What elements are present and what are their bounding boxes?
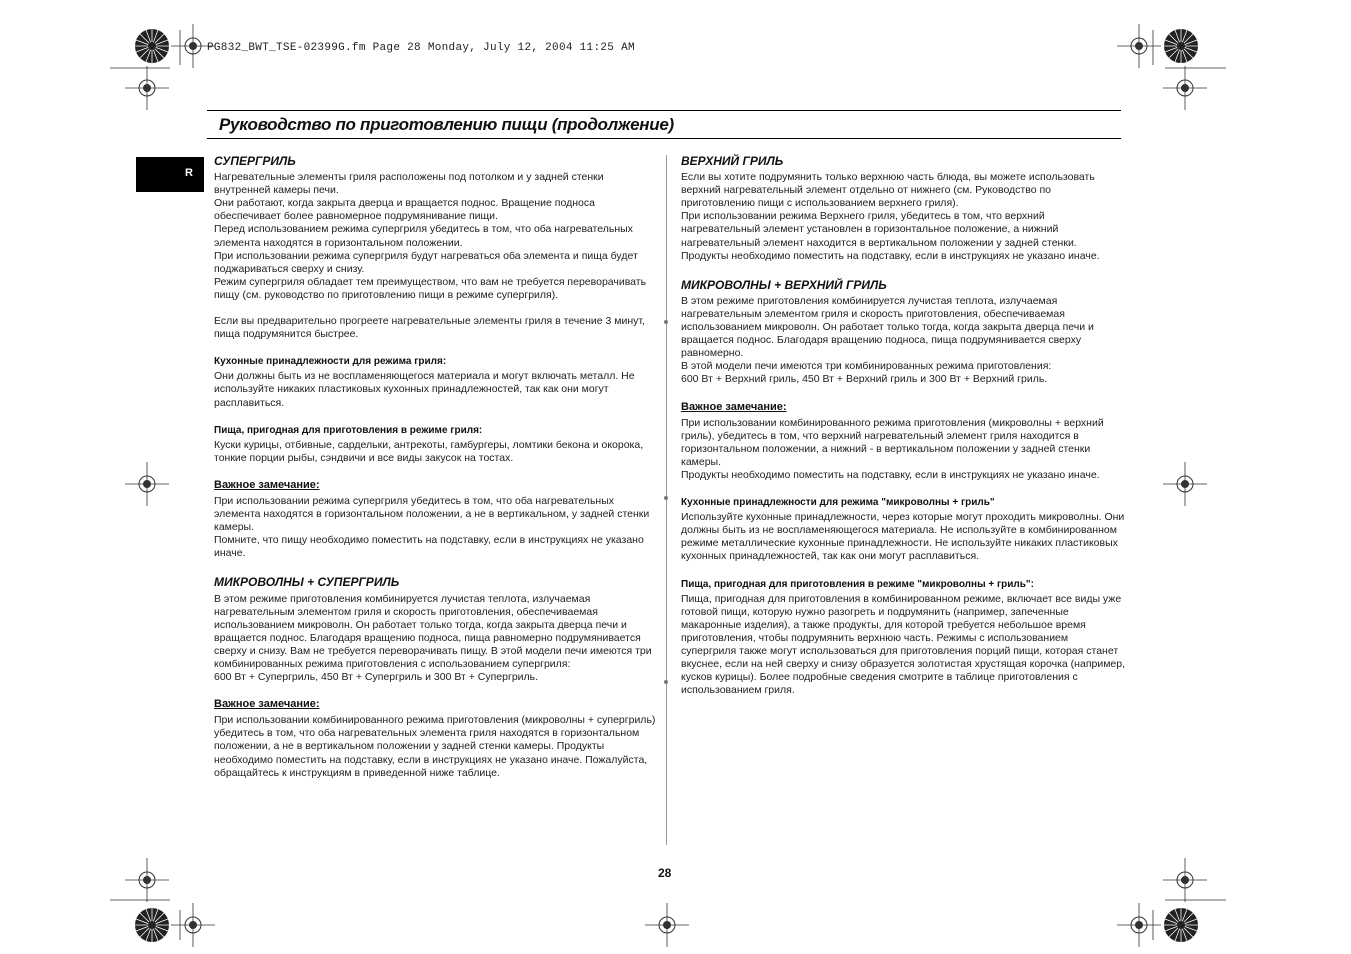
grill-food-heading: Пища, пригодная для приготовления в режиме гриля: xyxy=(214,424,483,436)
micro-top-grill-modes: В этой модели печи имеются три комбинированных режима приготовления: xyxy=(681,360,1052,373)
micro-top-grill-heading: МИКРОВОЛНЫ + ВЕРХНИЙ ГРИЛЬ xyxy=(681,277,887,292)
margin-bullet xyxy=(664,680,668,684)
micro-supergrill-text: В этом режиме приготовления комбинируется лучистая теплота, излучаемая нагревательным элементом гриля и скорость приготовления, обеспечиваемая использованием микроволн. Он работает только тогда, когда закрыта дверца печи и вращается поднос. Благодаря вращению подноса, пища равномерно подрумянивается сверху и снизу. Вам не требуется переворачивать пищу. В этой модели печи имеются три комбинированных режима приготовления с использованием супергриля: xyxy=(214,592,652,670)
supergrill-note-heading: Важное замечание: xyxy=(214,478,320,491)
combo-food-heading: Пища, пригодная для приготовления в режиме "микроволны + гриль": xyxy=(681,578,1034,590)
micro-top-grill-text: В этом режиме приготовления комбинируется лучистая теплота, излучаемая нагревательным элементом гриля и скорость приготовления, обеспечиваемая использованием микроволн. Он работает только тогда, когда закрыта дверца печи и вращается поднос. Благодаря вращению подноса, пища подрумянивается сверху равномерно. xyxy=(681,294,1094,360)
title-rule-top xyxy=(207,110,1121,111)
combo-food-text: Пища, пригодная для приготовления в комбинированном режиме, включает все виды уже готовой пищи, которую нужно разогреть и подрумянить (например, запеченные макаронные изделия), а также продукты, для которой требуется небольшое время приготовления, чтобы подрумянить верхнюю часть. Режимы с использованием супергриля также могут использоваться для приготовления порций пищи, которая станет вкуснее, если на ней сверху и снизу образуется золотистая хрустящая корочка (например, кусков курицы). Более подробные сведения смотрите в таблице приготовления с использованием гриля. xyxy=(681,592,1126,697)
micro-supergrill-note-text: При использовании комбинированного режима приготовления (микроволны + супергриль) убедитесь в том, что оба нагревательных элемента гриля находятся в горизонтальном положении, а не в вертикальном положении у задней стенки камеры. Продукты необходимо поместить на подставку, если в инструкциях не указано иначе. Пожалуйста, обращайтесь к инструкциям в приведенной ниже таблице. xyxy=(214,714,656,779)
micro-top-grill-powers: 600 Вт + Верхний гриль, 450 Вт + Верхний гриль и 300 Вт + Верхний гриль. xyxy=(681,373,1048,386)
margin-bullet xyxy=(664,320,668,324)
micro-top-grill-note-heading: Важное замечание: xyxy=(681,400,787,413)
supergrill-paragraph: Они работают, когда закрыта дверца и вращается поднос. Вращение подноса обеспечивает более равномерное подрумянивание пищи. xyxy=(214,197,595,223)
right-column xyxy=(681,155,1126,697)
micro-supergrill-note-heading: Важное замечание: xyxy=(214,698,320,711)
starburst-mark-top-left xyxy=(135,29,169,63)
supergrill-paragraph: Режим супергриля обладает тем преимуществом, что вам не требуется переворачивать пищу (см. руководство по приготовлению пищи в режиме супергриля). xyxy=(214,275,647,301)
supergrill-paragraph: Нагревательные элементы гриля расположены под потолком и у задней стенки внутренней камеры печи. xyxy=(214,171,604,197)
language-tab xyxy=(136,157,204,192)
top-grill-heading: ВЕРХНИЙ ГРИЛЬ xyxy=(681,154,784,168)
page-title: Руководство по приготовлению пищи (продолжение) xyxy=(219,115,674,134)
starburst-mark-top-right xyxy=(1164,29,1198,63)
supergrill-heading: СУПЕРГРИЛЬ xyxy=(214,154,296,168)
micro-top-grill-note-text: При использовании комбинированного режима приготовления (микроволны + верхний гриль), убедитесь в том, что верхний нагревательный элемент гриля находится в горизонтальном положении, а нижний - в вертикальном положении у задней стенки камеры. xyxy=(681,416,1104,468)
title-rule-bottom xyxy=(207,138,1121,139)
supergrill-paragraph: Перед использованием режима супергриля убедитесь в том, что оба нагревательных элемента находятся в горизонтальном положении. xyxy=(214,223,633,249)
micro-top-grill-note-text: Продукты необходимо поместить на подставку, если в инструкциях не указано иначе. xyxy=(681,468,1100,481)
left-column xyxy=(214,155,658,780)
micro-supergrill-powers: 600 Вт + Супергриль, 450 Вт + Супергриль и 300 Вт + Супергриль. xyxy=(214,671,539,684)
page-number: 28 xyxy=(658,866,672,880)
preheat-text: Если вы предварительно прогреете нагревательные элементы гриля в течение 3 минут, пища подрумянится быстрее. xyxy=(214,315,645,341)
margin-bullet xyxy=(664,496,668,500)
file-header: PG832_BWT_TSE-02399G.fm Page 28 Monday, July 12, 2004 11:25 AM xyxy=(207,42,635,54)
combo-utensils-heading: Кухонные принадлежности для режима "микроволны + гриль" xyxy=(681,497,995,509)
combo-utensils-text: Используйте кухонные принадлежности, через которые могут проходить микроволны. Они должны быть из не воспламеняющегося материала. Не используйте в комбинированном режиме металлические кухонные принадлежности. Не используйте никаких пластиковых кухонных принадлежностей, так как они могут расплавиться. xyxy=(681,511,1125,563)
language-tab-label: R xyxy=(185,167,193,179)
top-grill-paragraph: Если вы хотите подрумянить только верхнюю часть блюда, вы можете использовать верхний нагревательный элемент отдельно от нижнего (см. Руководство по приготовлению пищи с использованием верхнего гриля). xyxy=(681,171,1095,210)
supergrill-paragraph: При использовании режима супергриля будут нагреваться оба элемента и пища будет поджариваться сверху и снизу. xyxy=(214,249,638,275)
grill-food-text: Куски курицы, отбивные, сардельки, антрекоты, гамбургеры, ломтики бекона и окорока, тонкие порции рыбы, сэндвичи и все виды закусок на тостах. xyxy=(214,438,644,464)
top-grill-paragraph: При использовании режима Верхнего гриля, убедитесь в том, что верхний нагревательный элемент установлен в горизонтальное положение, а нижний нагревательный элемент находится в вертикальном положении у задней стенки. Продукты необходимо поместить на подставку, если в инструкциях не указано иначе. xyxy=(681,210,1100,262)
supergrill-note-text: При использовании режима супергриля убедитесь в том, что оба нагревательных элемента находятся в горизонтальном положении, а не в вертикальном, у задней стенки камеры. xyxy=(214,494,650,534)
micro-supergrill-heading: МИКРОВОЛНЫ + СУПЕРГРИЛЬ xyxy=(214,575,400,590)
grill-utensils-text: Они должны быть из не воспламеняющегося материала и могут включать металл. Не используйте никаких пластиковых кухонных принадлежностей, так как они могут расплавиться. xyxy=(214,370,635,409)
supergrill-note-text: Помните, что пищу необходимо поместить на подставку, если в инструкциях не указано иначе. xyxy=(214,534,644,560)
starburst-mark-bottom-right xyxy=(1164,908,1198,942)
grill-utensils-heading: Кухонные принадлежности для режима гриля: xyxy=(214,356,447,368)
starburst-mark-bottom-left xyxy=(135,908,169,942)
column-divider xyxy=(666,155,667,845)
